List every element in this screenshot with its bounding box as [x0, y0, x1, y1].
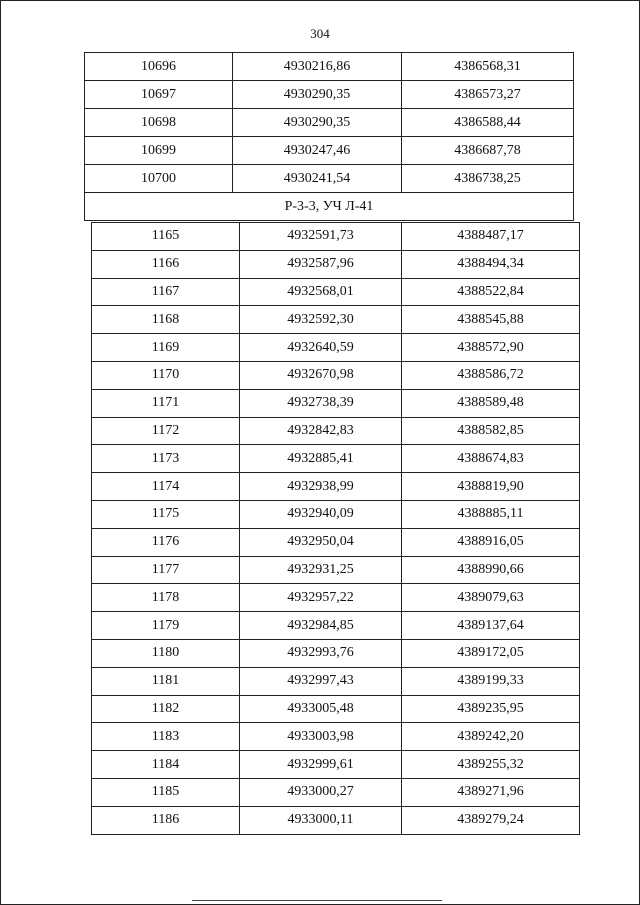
x-coordinate-cell: 4933003,98 [240, 723, 402, 751]
table-row [92, 445, 580, 473]
table-row [85, 109, 574, 137]
point-number-cell: 1173 [92, 445, 240, 473]
table-row [85, 137, 574, 165]
x-coordinate-cell: 4932587,96 [240, 250, 402, 278]
x-coordinate-cell: 4932931,25 [240, 556, 402, 584]
x-coordinate-cell: 4932568,01 [240, 278, 402, 306]
point-number-cell: 1184 [92, 751, 240, 779]
table-row [92, 473, 580, 501]
point-number-cell: 1179 [92, 612, 240, 640]
table-row [92, 806, 580, 834]
point-number-cell: 10699 [85, 137, 233, 165]
point-number-cell: 1170 [92, 361, 240, 389]
table-row [92, 250, 580, 278]
table-row [92, 528, 580, 556]
point-number-cell: 1185 [92, 778, 240, 806]
point-number-cell: 1176 [92, 528, 240, 556]
table-row [92, 278, 580, 306]
table-row [92, 751, 580, 779]
table-row [92, 639, 580, 667]
point-number-cell: 10698 [85, 109, 233, 137]
x-coordinate-cell: 4932885,41 [240, 445, 402, 473]
table-row [92, 500, 580, 528]
x-coordinate-cell: 4932670,98 [240, 361, 402, 389]
y-coordinate-cell: 4388885,11 [402, 500, 580, 528]
x-coordinate-cell: 4932999,61 [240, 751, 402, 779]
point-number-cell: 1171 [92, 389, 240, 417]
point-number-cell: 1177 [92, 556, 240, 584]
y-coordinate-cell: 4388487,17 [402, 223, 580, 251]
y-coordinate-cell: 4388819,90 [402, 473, 580, 501]
y-coordinate-cell: 4388572,90 [402, 334, 580, 362]
x-coordinate-cell: 4932842,83 [240, 417, 402, 445]
x-coordinate-cell: 4932940,09 [240, 500, 402, 528]
point-number-cell: 1178 [92, 584, 240, 612]
y-coordinate-cell: 4388522,84 [402, 278, 580, 306]
x-coordinate-cell: 4932640,59 [240, 334, 402, 362]
point-number-cell: 1182 [92, 695, 240, 723]
x-coordinate-cell: 4932738,39 [240, 389, 402, 417]
table-row [92, 556, 580, 584]
x-coordinate-cell: 4932938,99 [240, 473, 402, 501]
coordinates-table-bottom [91, 222, 580, 835]
x-coordinate-cell: 4930241,54 [233, 165, 402, 193]
point-number-cell: 1165 [92, 223, 240, 251]
x-coordinate-cell: 4932984,85 [240, 612, 402, 640]
y-coordinate-cell: 4388589,48 [402, 389, 580, 417]
table-row [85, 81, 574, 109]
y-coordinate-cell: 4389271,96 [402, 778, 580, 806]
point-number-cell: 1183 [92, 723, 240, 751]
table-row [92, 612, 580, 640]
table-row [92, 667, 580, 695]
point-number-cell: 1180 [92, 639, 240, 667]
point-number-cell: 1174 [92, 473, 240, 501]
y-coordinate-cell: 4386573,27 [402, 81, 574, 109]
y-coordinate-cell: 4389279,24 [402, 806, 580, 834]
point-number-cell: 1172 [92, 417, 240, 445]
point-number-cell: 10697 [85, 81, 233, 109]
table-row [85, 53, 574, 81]
point-number-cell: 1167 [92, 278, 240, 306]
y-coordinate-cell: 4388990,66 [402, 556, 580, 584]
y-coordinate-cell: 4389235,95 [402, 695, 580, 723]
point-number-cell: 1168 [92, 306, 240, 334]
page-number: 304 [310, 26, 330, 41]
x-coordinate-cell: 4930216,86 [233, 53, 402, 81]
y-coordinate-cell: 4389199,33 [402, 667, 580, 695]
point-number-cell: 1175 [92, 500, 240, 528]
table-row [92, 334, 580, 362]
coordinates-table-top-body [85, 53, 574, 221]
coordinates-table-bottom-body [92, 223, 580, 835]
y-coordinate-cell: 4388545,88 [402, 306, 580, 334]
x-coordinate-cell: 4930247,46 [233, 137, 402, 165]
y-coordinate-cell: 4389137,64 [402, 612, 580, 640]
coordinates-table-top [84, 52, 574, 221]
x-coordinate-cell: 4932957,22 [240, 584, 402, 612]
x-coordinate-cell: 4932591,73 [240, 223, 402, 251]
y-coordinate-cell: 4386568,31 [402, 53, 574, 81]
x-coordinate-cell: 4933000,11 [240, 806, 402, 834]
table-row [92, 361, 580, 389]
x-coordinate-cell: 4933000,27 [240, 778, 402, 806]
y-coordinate-cell: 4386738,25 [402, 165, 574, 193]
table-row [92, 584, 580, 612]
bottom-scan-line [192, 900, 442, 901]
point-number-cell: 1169 [92, 334, 240, 362]
x-coordinate-cell: 4932950,04 [240, 528, 402, 556]
y-coordinate-cell: 4389255,32 [402, 751, 580, 779]
y-coordinate-cell: 4386588,44 [402, 109, 574, 137]
y-coordinate-cell: 4388674,83 [402, 445, 580, 473]
table-row [92, 417, 580, 445]
x-coordinate-cell: 4932592,30 [240, 306, 402, 334]
table-row [92, 723, 580, 751]
table-row [92, 306, 580, 334]
table-row [92, 223, 580, 251]
point-number-cell: 1166 [92, 250, 240, 278]
y-coordinate-cell: 4388494,34 [402, 250, 580, 278]
y-coordinate-cell: 4388586,72 [402, 361, 580, 389]
y-coordinate-cell: 4389079,63 [402, 584, 580, 612]
x-coordinate-cell: 4933005,48 [240, 695, 402, 723]
x-coordinate-cell: 4930290,35 [233, 81, 402, 109]
table-row [92, 389, 580, 417]
table-row [92, 778, 580, 806]
x-coordinate-cell: 4932997,43 [240, 667, 402, 695]
y-coordinate-cell: 4389172,05 [402, 639, 580, 667]
y-coordinate-cell: 4388582,85 [402, 417, 580, 445]
y-coordinate-cell: 4389242,20 [402, 723, 580, 751]
point-number-cell: 10700 [85, 165, 233, 193]
point-number-cell: 10696 [85, 53, 233, 81]
section-heading: Р-3-3, УЧ Л-41 [85, 193, 574, 221]
y-coordinate-cell: 4388916,05 [402, 528, 580, 556]
point-number-cell: 1186 [92, 806, 240, 834]
table-row [92, 695, 580, 723]
x-coordinate-cell: 4932993,76 [240, 639, 402, 667]
table-row [85, 165, 574, 193]
point-number-cell: 1181 [92, 667, 240, 695]
y-coordinate-cell: 4386687,78 [402, 137, 574, 165]
section-heading-row [85, 193, 574, 221]
x-coordinate-cell: 4930290,35 [233, 109, 402, 137]
